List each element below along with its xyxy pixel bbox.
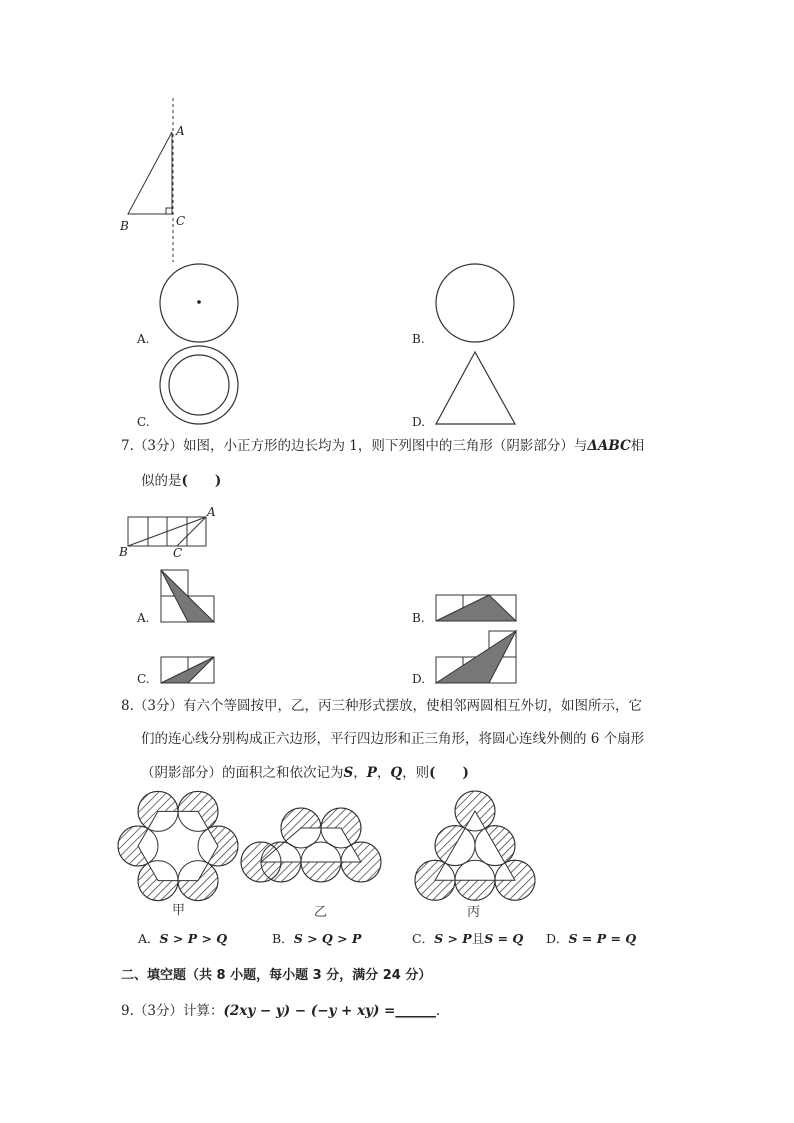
q7-option-a-label: A.	[137, 611, 150, 625]
q8-choice-d[interactable]: D．S = P = Q	[546, 931, 637, 946]
q6-option-d-label: D.	[412, 415, 426, 429]
q7-option-c-label: C.	[137, 672, 150, 686]
q8-caption-yi: 乙	[314, 905, 328, 920]
q7-label-c: C	[173, 546, 183, 560]
q9-answer-blank[interactable]: ______	[395, 1003, 436, 1019]
q7-label-b: B	[119, 545, 128, 559]
section2-heading: 二、填空题（共 8 小题，每小题 3 分，满分 24 分）	[121, 968, 432, 983]
q7-option-d-label: D.	[412, 672, 426, 686]
q8-figure-bing	[415, 791, 535, 900]
q8-caption-bing: 丙	[467, 905, 481, 920]
q9-stem: 9.（3分）计算：(2xy − y) − (−y + xy) =______.	[121, 1003, 441, 1019]
q6-label-a: A	[176, 124, 185, 138]
q8-stem-line2: 们的连心线分别构成正六边形，平行四边形和正三角形，将圆心连线外侧的 6 个扇形	[141, 731, 645, 747]
q8-stem-line1: 8.（3分）有六个等圆按甲，乙，丙三种形式摆放，使相邻两圆相互外切，如图所示，它	[121, 698, 642, 714]
q8-stem-line3: （阴影部分）的面积之和依次记为S，P，Q，则( )	[141, 765, 469, 781]
q6-option-a-label: A.	[137, 332, 150, 346]
q8-figure-jia	[118, 791, 238, 900]
q6-option-b-label: B.	[412, 332, 425, 346]
q8-choice-a[interactable]: A．S > P > Q	[138, 931, 228, 946]
q7-stem-line1: 7.（3分）如图，小正方形的边长均为 1，则下列图中的三角形（阴影部分）与ΔABC相	[121, 438, 645, 454]
q7-label-a: A	[207, 505, 216, 519]
q6-label-c: C	[176, 214, 186, 228]
q8-figure-yi	[241, 808, 381, 882]
q7-stem-line2: 似的是( )	[141, 473, 222, 489]
q7-option-b-label: B.	[412, 611, 425, 625]
q6-label-b: B	[120, 219, 129, 233]
q6-option-c-label: C.	[137, 415, 150, 429]
q8-choice-b[interactable]: B．S > Q > P	[272, 931, 362, 946]
q8-choice-c[interactable]: C．S > P且S = Q	[412, 931, 524, 946]
q8-caption-jia: 甲	[172, 903, 186, 918]
